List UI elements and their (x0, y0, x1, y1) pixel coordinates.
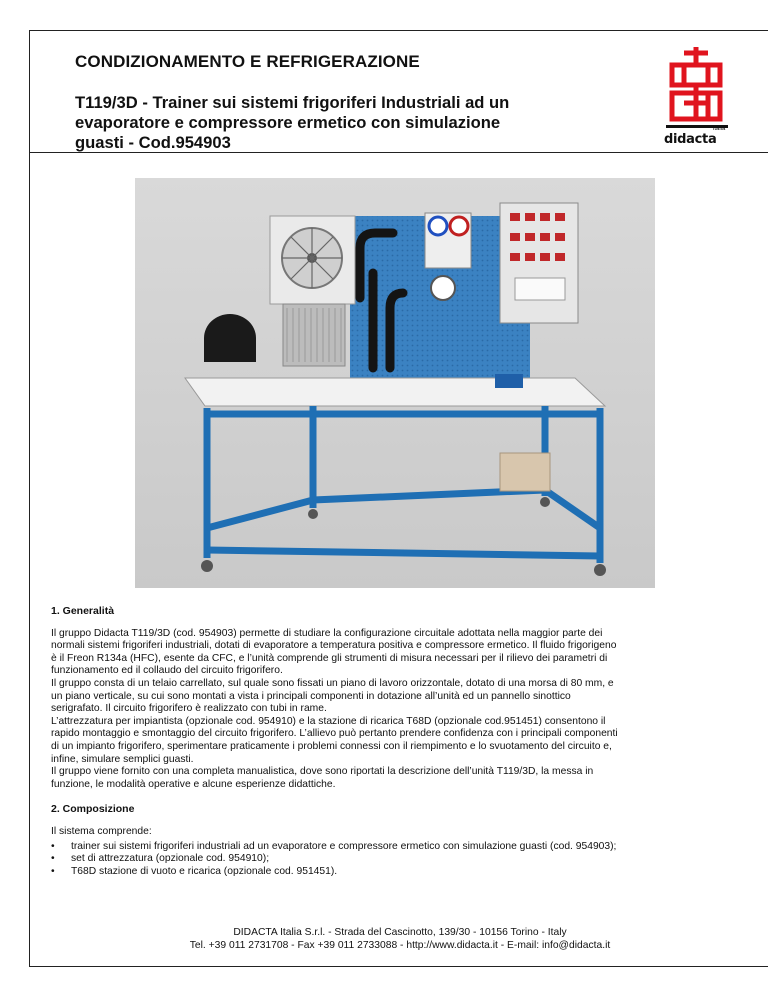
list-item: • trainer sui sistemi frigoriferi industriali ad un evaporatore e compressore ermetico con simulazione guasti (cod. 954903); (51, 841, 741, 854)
product-title-line: guasti - Cod.954903 (75, 133, 231, 152)
product-photo (135, 178, 655, 588)
product-title (75, 93, 595, 153)
document-footer (30, 926, 768, 952)
footer-contacts: Tel. +39 011 2731708 - Fax +39 011 2733088 - http://www.didacta.it - E-mail: info@didacta.it (189, 940, 611, 951)
section-heading-generalita: 1. Generalità (51, 605, 115, 617)
text-line: è il Freon R134a (HFC), esente da CFC, e l’unità comprende gli strumenti di misura necessari per il rilievo dei parametri di (51, 652, 608, 664)
section-heading-composizione: 2. Composizione (51, 803, 135, 816)
list-item: • T68D stazione di vuoto e ricarica (opzionale cod. 951451). (51, 866, 741, 879)
text-line: Il gruppo Didacta T119/3D (cod. 954903) permette di studiare la configurazione circuitale adottata nella maggior parte dei (51, 627, 603, 639)
text-line: Il gruppo consta di un telaio carrellato, sul quale sono fissati un piano di lavoro orizzontale, dotato di una morsa di 80 mm, e (51, 677, 614, 689)
logo-wordmark: didacta (664, 132, 717, 147)
text-line: infine, simulare semplici guasti. (51, 753, 194, 765)
section-generalita-text (51, 628, 741, 792)
logo-italia-text: italia (713, 126, 726, 132)
text-line: L’attrezzatura per impiantista (opzionale cod. 954910) e la stazione di ricarica T68D (opzionale cod.951451) consentono il (51, 715, 606, 727)
text-line: normali sistemi frigoriferi industriali, dotati di evaporatore a temperatura positiva e compressore ermetico. Il fluido frigorigeno (51, 640, 617, 652)
list-item: • set di attrezzatura (opzionale cod. 954910); (51, 853, 741, 866)
text-line: serigrafato. Il circuito frigorifero è realizzato con tubi in rame. (51, 703, 327, 715)
text-line: funzionamento ed il collaudo del circuito frigorifero. (51, 665, 283, 677)
document-header (30, 31, 768, 153)
footer-address: DIDACTA Italia S.r.l. - Strada del Cascinotto, 139/30 - 10156 Torino - Italy (233, 927, 567, 938)
text-line: di un impianto frigorifero, sperimentare praticamente i problemi connessi con il riempimento e lo svuotamento del circuito e, (51, 740, 612, 752)
composition-list (51, 841, 741, 879)
text-line: rapido montaggio e smontaggio del circuito frigorifero. L’allievo può pertanto prendere confidenza con i principali componenti (51, 728, 618, 740)
product-title-line: evaporatore e compressore ermetico con simulazione (75, 113, 501, 132)
text-line: Il gruppo viene fornito con una completa manualistica, dove sono riportati la descrizione dell’unità T119/3D, la messa in (51, 766, 594, 778)
text-line: funzione, le modalità operative e alcune esperienze didattiche. (51, 778, 336, 790)
product-title-line: T119/3D - Trainer sui sistemi frigoriferi Industriali ad un (75, 93, 510, 112)
document-body (51, 605, 741, 878)
page-frame (29, 30, 768, 967)
text-line: un piano verticale, su cui sono montati a vista i principali componenti in dotazione all’unità ed un pannello sinottico (51, 690, 571, 702)
category-heading: CONDIZIONAMENTO E REFRIGERAZIONE (75, 52, 420, 71)
section-composizione-intro: Il sistema comprende: (51, 825, 152, 837)
